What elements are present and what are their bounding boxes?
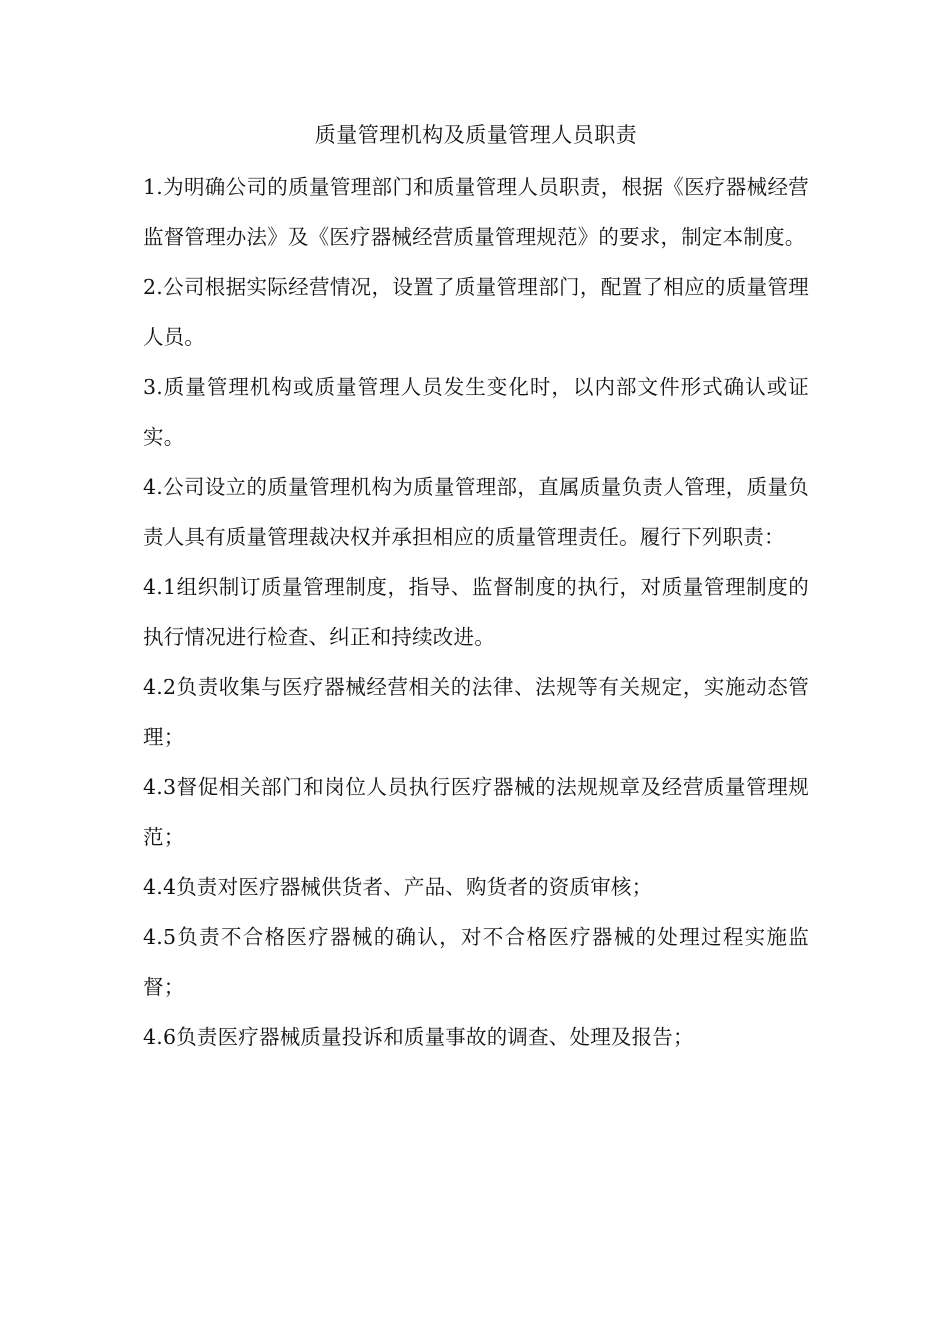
paragraph-4: 4.公司设立的质量管理机构为质量管理部，直属质量负责人管理，质量负责人具有质量管理裁决权并承担相应的质量管理责任。履行下列职责： (143, 475, 809, 549)
document-title: 质量管理机构及质量管理人员职责 (314, 123, 638, 147)
paragraph-4-4: 4.4负责对医疗器械供货者、产品、购货者的资质审核； (143, 875, 653, 899)
paragraph-2: 2.公司根据实际经营情况，设置了质量管理部门，配置了相应的质量管理人员。 (143, 275, 809, 349)
paragraph-4-1: 4.1组织制订质量管理制度，指导、监督制度的执行，对质量管理制度的执行情况进行检查、纠正和持续改进。 (143, 575, 809, 649)
paragraph-4-6: 4.6负责医疗器械质量投诉和质量事故的调查、处理及报告； (143, 1025, 694, 1049)
paragraph-4-5: 4.5负责不合格医疗器械的确认，对不合格医疗器械的处理过程实施监督； (143, 925, 809, 999)
paragraph-3: 3.质量管理机构或质量管理人员发生变化时，以内部文件形式确认或证实。 (143, 375, 809, 449)
paragraph-1: 1.为明确公司的质量管理部门和质量管理人员职责，根据《医疗器械经营监督管理办法》及《医疗器械经营质量管理规范》的要求，制定本制度。 (143, 175, 809, 249)
paragraph-4-2: 4.2负责收集与医疗器械经营相关的法律、法规等有关规定，实施动态管理； (143, 675, 809, 749)
paragraph-4-3: 4.3督促相关部门和岗位人员执行医疗器械的法规规章及经营质量管理规范； (143, 775, 809, 849)
document-body (143, 112, 809, 1062)
